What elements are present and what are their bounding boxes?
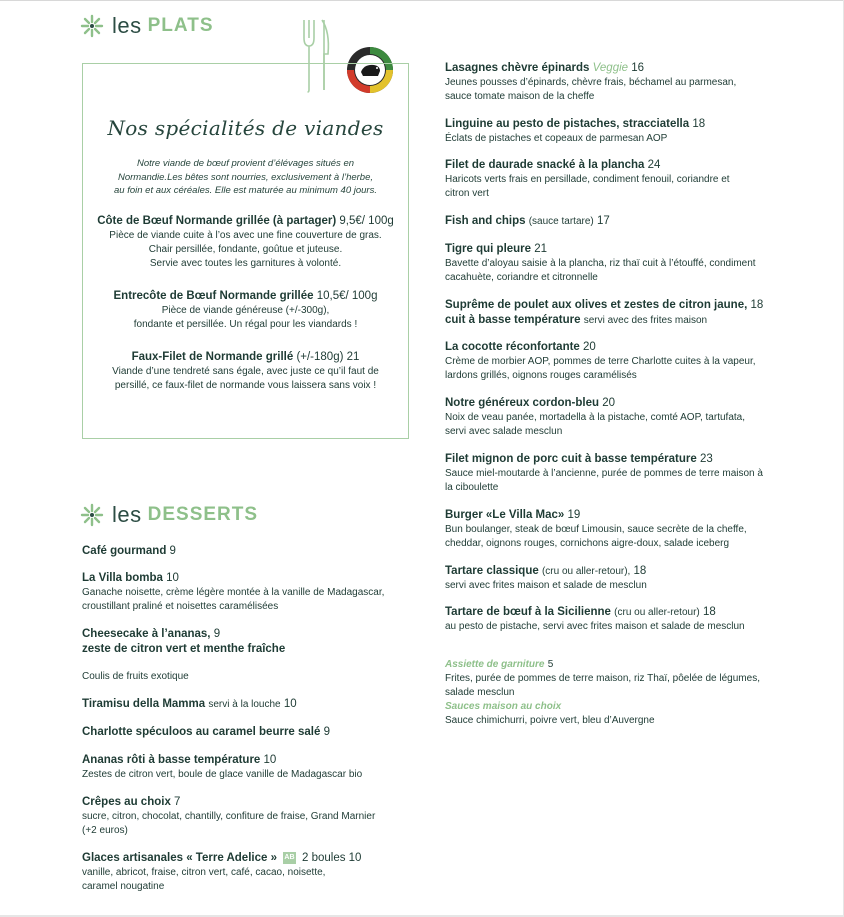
dessert-item: Crêpes au choix 7 sucre, citron, chocolat, chantilly, confiture de fraise, Grand Marnier (+2 euros) — [82, 796, 376, 836]
plat-item: Filet de daurade snacké à la plancha 24 Haricots verts frais en persillade, condiment fenouil, coriandre et citron vert — [445, 159, 730, 199]
spec-item — [93, 350, 398, 393]
spec-name: Côte de Bœuf Normande grillée (à partager) 9,5€/ 100g — [97, 215, 394, 227]
dessert-item: Tiramisu della Mamma servi à la louche 10 — [82, 698, 297, 710]
dessert-item: La Villa bomba 10 Ganache noisette, crème légère montée à la vanille de Madagascar, croustillant praliné et noisettes caramélisées — [82, 572, 385, 612]
plats-heading — [80, 13, 214, 39]
spec-item — [93, 214, 398, 271]
specialites-box — [82, 63, 409, 439]
plat-item: Notre généreux cordon-bleu 20 Noix de veau panée, mortadella à la pistache, comté AOP, tartufata, servi avec salade mesclun — [445, 397, 745, 437]
plat-item: Tartare classique (cru ou aller-retour), 18 servi avec frites maison et salade de mesclun — [445, 565, 647, 591]
spec-desc: Chair persillée, fondante, goûtue et juteuse. — [148, 244, 343, 255]
dessert-item: Café gourmand 9 — [82, 545, 176, 557]
spec-name: Entrecôte de Bœuf Normande grillée 10,5€/ 100g — [113, 290, 378, 302]
spec-item — [93, 289, 398, 332]
spec-desc: Pièce de viande généreuse (+/-300g), — [161, 305, 330, 316]
spec-name: Faux-Filet de Normande grillé (+/-180g) 21 — [131, 351, 360, 363]
spec-desc: Servie avec toutes les garnitures à volonté. — [149, 258, 342, 269]
plat-item: Suprême de poulet aux olives et zestes de citron jaune, 18 cuit à basse température servi avec des frites maison — [445, 299, 764, 326]
asterisk-flower-icon — [80, 14, 104, 38]
desserts-heading-bold: DESSERTS — [147, 504, 259, 525]
intro-line: Notre viande de bœuf provient d’élévages situés en — [136, 158, 355, 169]
plat-item: Fish and chips (sauce tartare) 17 — [445, 215, 610, 227]
sauces-label: Sauces maison au choix — [445, 701, 562, 712]
garniture-item: Assiette de garniture 5 Frites, purée de pommes de terre maison, riz Thaï, pôelée de légumes, salade mesclun Sauces maison au choix Sauce chimichurri, poivre vert, bleu d’Auvergne — [445, 659, 760, 726]
desserts-heading-light: les — [112, 502, 142, 527]
organic-ab-icon: AB — [283, 852, 296, 864]
top-divider — [0, 0, 844, 1]
plats-heading-light: les — [112, 13, 142, 38]
asterisk-flower-icon — [80, 503, 104, 527]
plat-item: Tigre qui pleure 21 Bavette d’aloyau saisie à la plancha, riz thaï cuit à l’étouffé, condiment cacahuète, coriandre et citronnelle — [445, 243, 756, 283]
specialites-title: Nos spécialités de viandes — [107, 116, 384, 140]
plat-item: Burger «Le Villa Mac» 19 Bun boulanger, steak de bœuf Limousin, sauce secrète de la cheffe, cheddar, oignons rouges, cornichons aigre-doux, salade iceberg — [445, 509, 747, 549]
intro-line: Normandie.Les bêtes sont nourries, exclusivement à l’herbe, — [117, 171, 374, 183]
plat-item: Tartare de bœuf à la Sicilienne (cru ou aller-retour) 18 au pesto de pistache, servi avec frites maison et salade de mesclun — [445, 606, 745, 632]
desserts-heading — [80, 502, 258, 528]
plats-heading-bold: PLATS — [147, 15, 214, 36]
spec-desc: Pièce de viande cuite à l’os avec une fine couverture de gras. — [109, 230, 382, 241]
plat-item: Lasagnes chèvre épinards Veggie 16 Jeunes pousses d’épinards, chèvre frais, béchamel au parmesan, sauce tomate maison de la cheffe — [445, 62, 737, 102]
dessert-item: Glaces artisanales « Terre Adelice » AB 2 boules 10 vanille, abricot, fraise, citron vert, café, cacao, noisette, caramel nougatine — [82, 852, 362, 892]
dessert-item: Cheesecake à l’ananas, 9 zeste de citron vert et menthe fraîche Coulis de fruits exotique — [82, 628, 286, 682]
dessert-item: Charlotte spéculoos au caramel beurre salé 9 — [82, 726, 331, 738]
dessert-item: Ananas rôti à basse température 10 Zestes de citron vert, boule de glace vanille de Madagascar bio — [82, 754, 363, 780]
sauces-desc: Sauce chimichurri, poivre vert, bleu d’Auvergne — [445, 715, 655, 726]
plat-item: Filet mignon de porc cuit à basse température 23 Sauce miel-moutarde à l’ancienne, purée de pommes de terre maison à la ciboulette — [445, 453, 763, 493]
plat-item: La cocotte réconfortante 20 Crème de morbier AOP, pommes de terre Charlotte cuites à la vapeur, lardons grillés, oignons rouges caramélisés — [445, 341, 756, 381]
spec-desc: fondante et persillée. Un régal pour les viandards ! — [133, 319, 358, 330]
spec-desc: Viande d’une tendreté sans égale, avec juste ce qu’il faut de — [112, 366, 379, 377]
spec-desc: persillé, ce faux-filet de normande vous laissera sans voix ! — [114, 380, 377, 391]
specialites-intro — [93, 157, 398, 198]
plat-item: Linguine au pesto de pistaches, stracciatella 18 Éclats de pistaches et copeaux de parmesan AOP — [445, 118, 706, 144]
intro-line: au foin et aux céréales. Elle est maturée au minimum 40 jours. — [114, 185, 377, 196]
